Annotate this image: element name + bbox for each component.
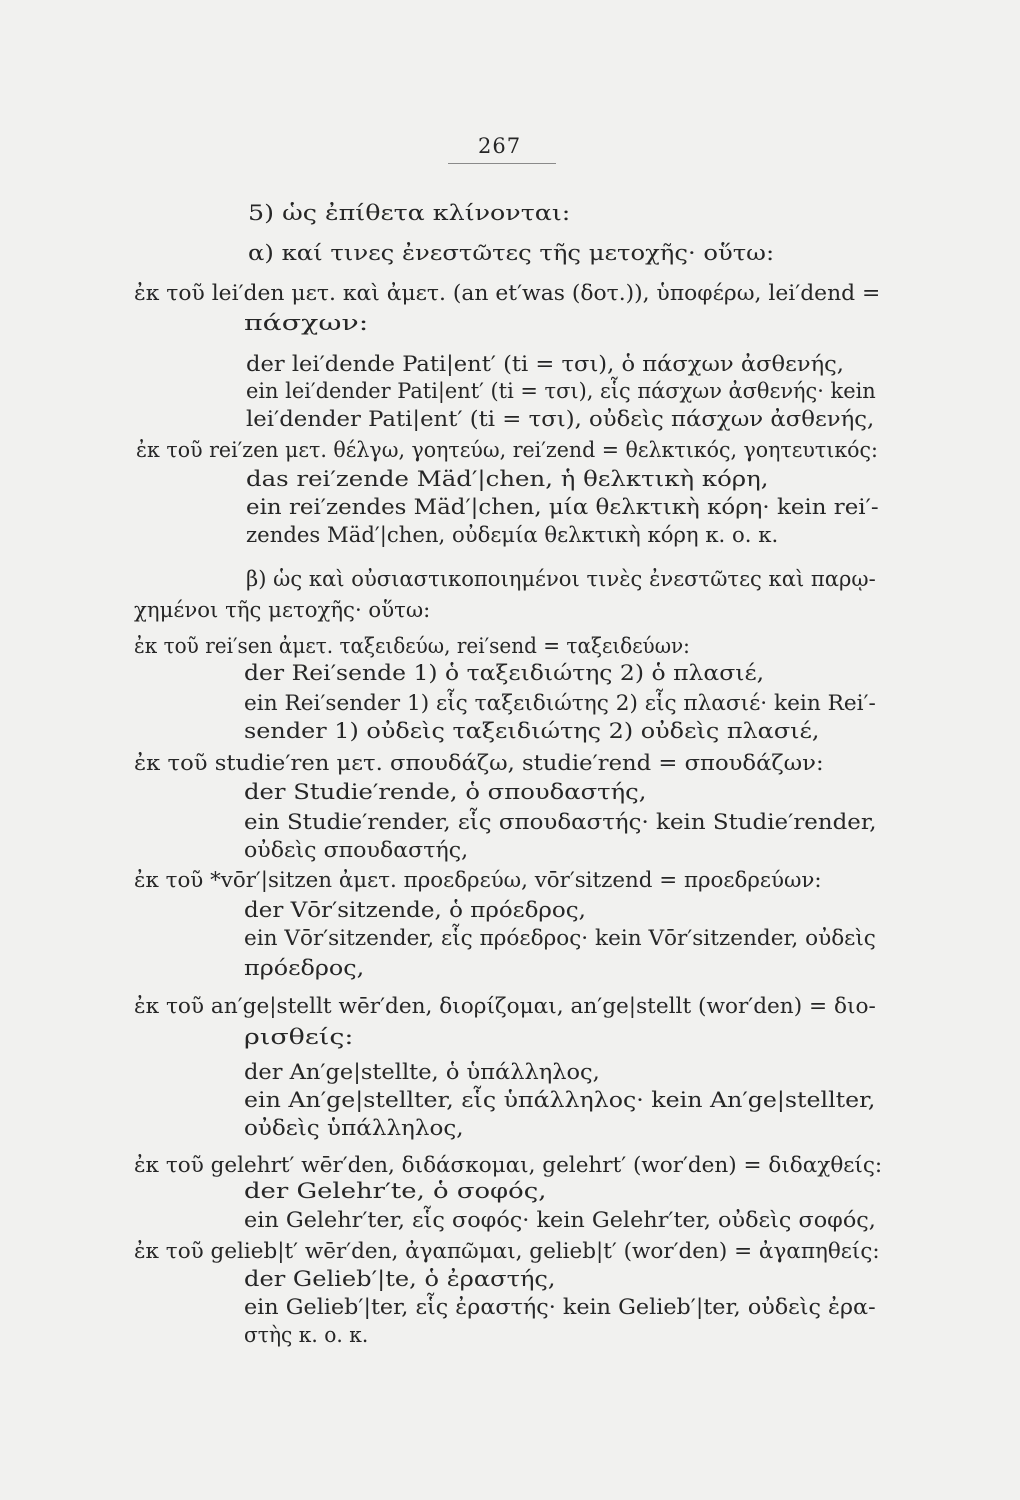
line-32: der Gelehr′te, ὁ σοφός,	[244, 1179, 547, 1204]
page-number: 267	[478, 134, 522, 158]
line-27: ρισθείς:	[244, 1025, 354, 1050]
line-06: ein lei′dender Pati|ent′ (ti = τσι), εἷς πάσχων ἀσθενής· kein	[246, 379, 876, 404]
line-25: πρόεδρος,	[244, 956, 365, 981]
line-36: ein Gelieb′|ter, εἷς ἐραστής· kein Gelieb′|ter, οὐδεὶς ἐρα-	[244, 1295, 876, 1320]
line-26: ἐκ τοῦ an′ge|stellt wēr′den, διορίζομαι, an′ge|stellt (wor′den) = διο-	[134, 994, 876, 1019]
line-12: β) ὡς καὶ οὐσιαστικοποιημένοι τινὲς ἐνεστῶτες καὶ παρῳ-	[246, 567, 876, 592]
page-number-rule	[448, 163, 556, 164]
line-30: οὐδεὶς ὑπάλληλος,	[244, 1116, 464, 1141]
line-21: οὐδεὶς σπουδαστής,	[244, 838, 469, 863]
line-07: lei′dender Pati|ent′ (ti = τσι), οὐδεὶς πάσχων ἀσθενής,	[246, 407, 875, 432]
line-16: ein Rei′sender 1) εἷς ταξειδιώτης 2) εἷς πλασιέ· kein Rei′-	[244, 691, 876, 716]
line-31: ἐκ τοῦ gelehrt′ wēr′den, διδάσκομαι, gelehrt′ (wor′den) = διδαχθείς:	[134, 1153, 883, 1178]
line-19: der Studie′rende, ὁ σπουδαστής,	[244, 780, 647, 805]
line-34: ἐκ τοῦ gelieb|t′ wēr′den, ἀγαπῶμαι, gelieb|t′ (wor′den) = ἀγαπηθείς:	[134, 1239, 880, 1264]
line-17: sender 1) οὐδεὶς ταξειδιώτης 2) οὐδεὶς πλασιέ,	[244, 719, 820, 744]
line-33: ein Gelehr′ter, εἷς σοφός· kein Gelehr′ter, οὐδεὶς σοφός,	[244, 1208, 876, 1233]
line-28: der An′ge|stellte, ὁ ὑπάλληλος,	[244, 1060, 600, 1085]
line-04: πάσχων:	[244, 311, 369, 336]
line-05: der lei′dende Pati|ent′ (ti = τσι), ὁ πάσχων ἀσθενής,	[246, 352, 844, 377]
line-01: 5) ὡς ἐπίθετα κλίνονται:	[248, 201, 571, 226]
line-23: der Vōr′sitzende, ὁ πρόεδρος,	[244, 898, 586, 923]
line-10: ein rei′zendes Mäd′|chen, μία θελκτικὴ κόρη· kein rei′-	[246, 495, 879, 520]
line-14: ἐκ τοῦ rei′sen ἀμετ. ταξειδεύω, rei′send = ταξειδεύων:	[134, 634, 690, 659]
line-03: ἐκ τοῦ lei′den μετ. καὶ ἀμετ. (an et′was (δοτ.)), ὑποφέρω, lei′dend =	[134, 281, 881, 306]
line-20: ein Studie′render, εἷς σπουδαστής· kein Studie′render,	[244, 810, 877, 835]
line-37: στὴς κ. ο. κ.	[244, 1323, 369, 1348]
line-35: der Gelieb′|te, ὁ ἐραστής,	[244, 1267, 556, 1292]
line-22: ἐκ τοῦ *vōr′|sitzen ἀμετ. προεδρεύω, vōr′sitzend = προεδρεύων:	[134, 868, 822, 893]
line-24: ein Vōr′sitzender, εἷς πρόεδρος· kein Vōr′sitzender, οὐδεὶς	[244, 926, 876, 951]
line-02: α) καί τινες ἐνεστῶτες τῆς μετοχῆς· οὕτω:	[248, 241, 775, 266]
line-09: das rei′zende Mäd′|chen, ἡ θελκτικὴ κόρη,	[246, 467, 769, 492]
line-11: zendes Mäd′|chen, οὐδεμία θελκτικὴ κόρη κ. ο. κ.	[246, 523, 779, 548]
line-18: ἐκ τοῦ studie′ren μετ. σπουδάζω, studie′rend = σπουδάζων:	[134, 751, 824, 776]
line-13: χημένοι τῆς μετοχῆς· οὕτω:	[134, 598, 431, 623]
line-15: der Rei′sende 1) ὁ ταξειδιώτης 2) ὁ πλασιέ,	[244, 661, 765, 686]
line-08: ἐκ τοῦ rei′zen μετ. θέλγω, γοητεύω, rei′zend = θελκτικός, γοητευτικός:	[136, 438, 878, 463]
line-29: ein An′ge|stellter, εἷς ὑπάλληλος· kein An′ge|stellter,	[244, 1088, 876, 1113]
